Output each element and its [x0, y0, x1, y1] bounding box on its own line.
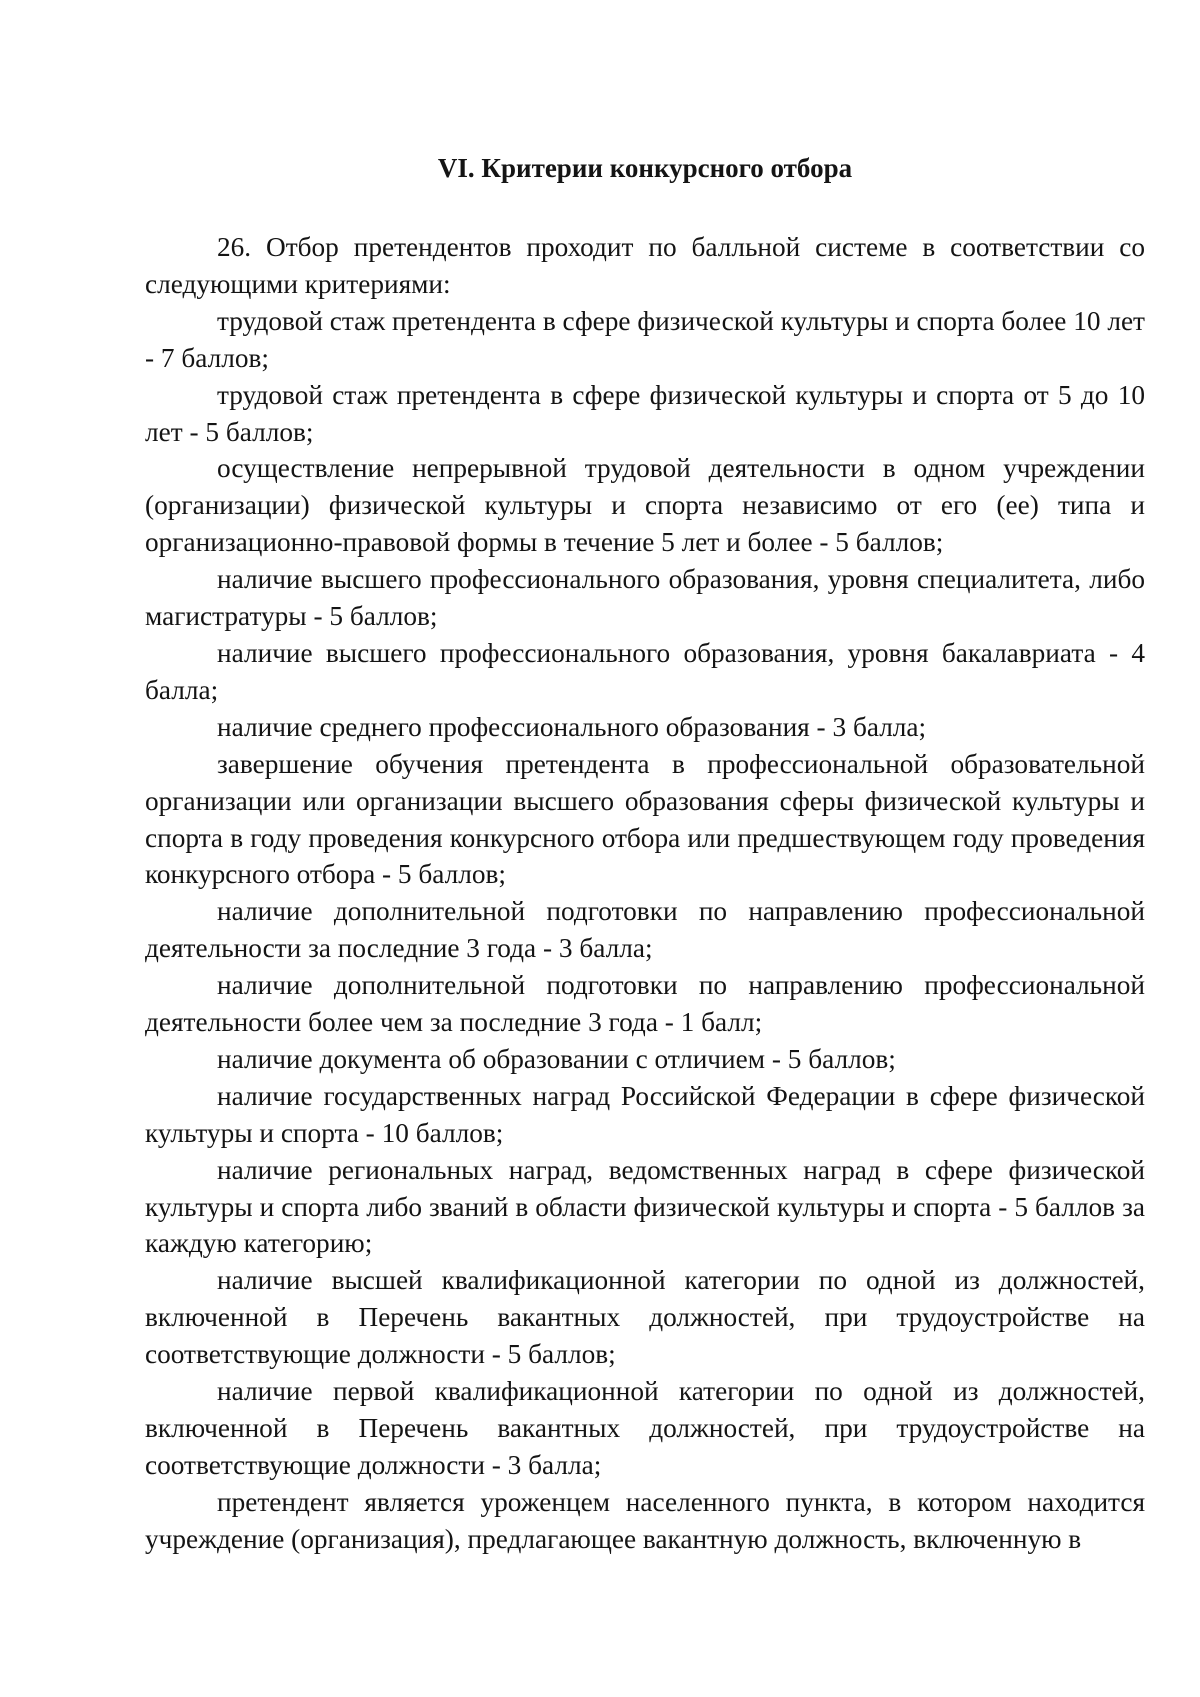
criterion-item: осуществление непрерывной трудовой деятельности в одном учреждении (организации) физической культуры и спорта независимо от его (ее) типа и организационно-правовой формы в течение 5 лет и более - 5 баллов;	[145, 453, 1145, 558]
section-heading: VI. Критерии конкурсного отбора	[437, 153, 853, 183]
criterion-item: трудовой стаж претендента в сфере физической культуры и спорта от 5 до 10 лет - 5 баллов;	[145, 379, 1145, 447]
section-body	[145, 229, 1145, 1558]
criterion-item: завершение обучения претендента в профессиональной образовательной организации или организации высшего образования сферы физической культуры и спорта в году проведения конкурсного отбора или предшествующем году проведения конкурсного отбора - 5 баллов;	[145, 748, 1145, 890]
criterion-item: наличие дополнительной подготовки по направлению профессиональной деятельности за последние 3 года - 3 балла;	[145, 896, 1145, 964]
criterion-item: трудовой стаж претендента в сфере физической культуры и спорта более 10 лет - 7 баллов;	[145, 305, 1145, 373]
criterion-item: наличие государственных наград Российской Федерации в сфере физической культуры и спорта - 10 баллов;	[145, 1080, 1145, 1148]
criterion-item: наличие высшего профессионального образования, уровня специалитета, либо магистратуры - 5 баллов;	[145, 564, 1145, 632]
criterion-item: наличие высшей квалификационной категории по одной из должностей, включенной в Перечень вакантных должностей, при трудоустройстве на соответствующие должности - 5 баллов;	[145, 1265, 1145, 1370]
criterion-item: наличие среднего профессионального образования - 3 балла;	[217, 711, 927, 742]
criterion-item: наличие первой квалификационной категории по одной из должностей, включенной в Перечень вакантных должностей, при трудоустройстве на соответствующие должности - 3 балла;	[145, 1376, 1145, 1480]
paragraph-intro: 26. Отбор претендентов проходит по балльной системе в соответствии со следующими критериями:	[145, 232, 1145, 299]
criterion-item: претендент является уроженцем населенного пункта, в котором находится учреждение (организация), предлагающее вакантную должность, включенную в	[145, 1486, 1145, 1554]
criterion-item: наличие документа об образовании с отличием - 5 баллов;	[217, 1043, 896, 1074]
criterion-item: наличие дополнительной подготовки по направлению профессиональной деятельности более чем за последние 3 года - 1 балл;	[145, 970, 1145, 1038]
criterion-item: наличие высшего профессионального образования, уровня бакалавриата - 4 балла;	[145, 637, 1145, 705]
criterion-item: наличие региональных наград, ведомственных наград в сфере физической культуры и спорта либо званий в области физической культуры и спорта - 5 баллов за каждую категорию;	[145, 1154, 1145, 1259]
